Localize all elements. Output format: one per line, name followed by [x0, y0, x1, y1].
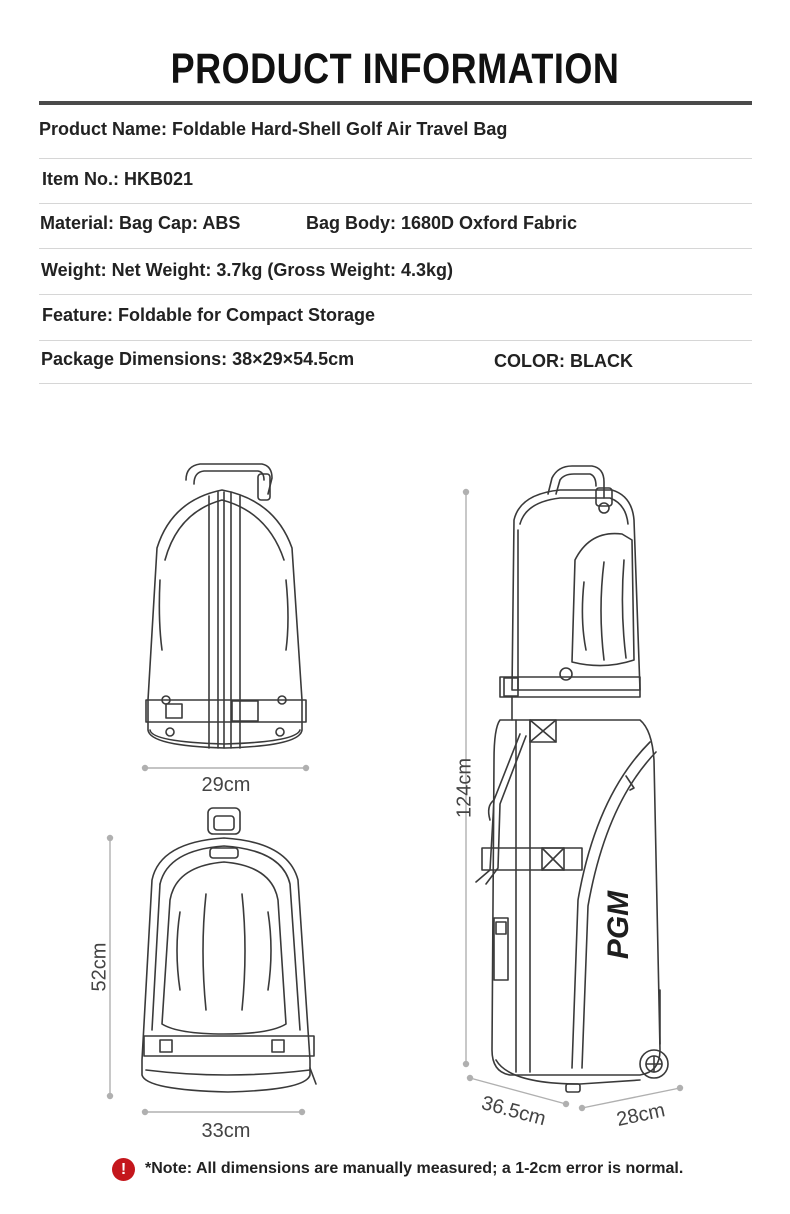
- spec-row-feature: [39, 295, 752, 341]
- product-dimension-drawings: [0, 420, 790, 1150]
- spec-row-weight: [39, 249, 752, 295]
- dim-label-29cm: 29cm: [201, 774, 251, 796]
- item-no-text: Item No.: HKB021: [42, 169, 194, 189]
- pgm-logo-text: PGM: [602, 890, 635, 960]
- folded-bag-rear-view: [146, 464, 306, 748]
- package-dimensions-text: Package Dimensions: 38×29×54.5cm: [41, 349, 355, 369]
- spec-row-package: [39, 341, 752, 384]
- note-text: *Note: All dimensions are manually measured; a 1-2cm error is normal.: [145, 1160, 684, 1177]
- dim-label-36-5cm: 36.5cm: [479, 1092, 549, 1131]
- title-divider: [39, 101, 752, 105]
- dim-label-124cm: 124cm: [453, 757, 476, 819]
- spec-row-item-no: [39, 159, 752, 204]
- weight-text: Weight: Net Weight: 3.7kg (Gross Weight: 4.3kg): [41, 260, 454, 280]
- page-title: PRODUCT INFORMATION: [170, 44, 620, 93]
- measurement-note: [112, 1156, 683, 1182]
- dim-label-28cm: 28cm: [614, 1099, 667, 1131]
- dim-line-29cm: [143, 766, 309, 771]
- warning-icon: !: [112, 1158, 135, 1181]
- feature-text: Feature: Foldable for Compact Storage: [42, 305, 376, 325]
- material-cap-text: Material: Bag Cap: ABS: [40, 213, 241, 233]
- dim-label-33cm: 33cm: [201, 1120, 251, 1142]
- dim-line-33cm: [143, 1110, 305, 1115]
- material-body-text: Bag Body: 1680D Oxford Fabric: [306, 213, 578, 233]
- spec-row-product-name: [39, 106, 752, 159]
- color-text: COLOR: BLACK: [494, 351, 633, 371]
- open-travel-bag: [476, 466, 668, 1092]
- dim-label-52cm: 52cm: [88, 942, 111, 992]
- brand-logo: [602, 890, 635, 959]
- product-name-text: Product Name: Foldable Hard-Shell Golf Air Travel Bag: [39, 119, 508, 139]
- spec-row-material: [39, 204, 752, 249]
- folded-bag-front-view: [142, 808, 316, 1092]
